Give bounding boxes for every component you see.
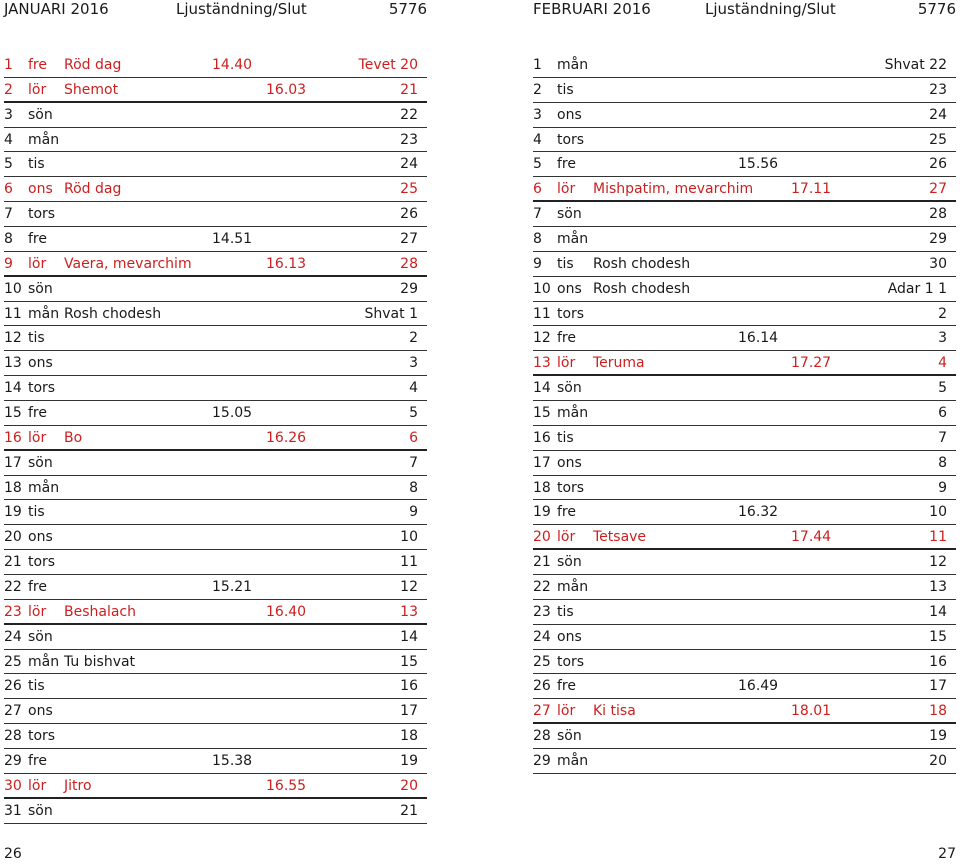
- event-name: Teruma: [593, 355, 645, 372]
- hebrew-date: Shvat 22: [884, 57, 947, 73]
- day-row: [533, 351, 956, 376]
- hebrew-date: 28: [929, 206, 947, 223]
- weekday: tors: [557, 131, 585, 148]
- day-number: 13: [533, 355, 551, 372]
- hebrew-date: 8: [409, 479, 418, 496]
- hebrew-date: 21: [400, 802, 418, 819]
- hebrew-date: 28: [400, 255, 418, 272]
- hebrew-date: 9: [938, 479, 947, 496]
- weekday: fre: [557, 156, 576, 173]
- day-row: [533, 451, 956, 476]
- weekday: sön: [557, 728, 582, 745]
- hebrew-date: 4: [938, 355, 947, 372]
- day-row: [533, 326, 956, 351]
- day-number: 7: [533, 206, 542, 223]
- weekday: lör: [28, 603, 47, 620]
- day-row: [4, 451, 427, 476]
- day-row: [4, 376, 427, 401]
- weekday: ons: [28, 529, 53, 546]
- day-number: 15: [533, 405, 551, 422]
- day-number: 22: [533, 579, 551, 596]
- hebrew-date: 5: [938, 380, 947, 397]
- day-row: [4, 749, 427, 774]
- weekday: ons: [557, 280, 582, 297]
- event-name: Beshalach: [64, 603, 137, 620]
- day-number: 12: [533, 330, 551, 347]
- day-number: 15: [4, 405, 22, 422]
- hebrew-date: 20: [400, 777, 418, 794]
- hebrew-date: 5: [409, 405, 418, 422]
- weekday: mån: [557, 57, 589, 73]
- day-row: [4, 351, 427, 376]
- event-name: Ki tisa: [593, 703, 636, 720]
- weekday: fre: [28, 405, 47, 422]
- weekday: sön: [28, 802, 53, 819]
- weekday: lör: [557, 703, 576, 720]
- day-number: 31: [4, 802, 22, 819]
- february-day-list: [533, 53, 956, 774]
- day-row: [533, 53, 956, 78]
- day-row: [4, 152, 427, 177]
- hebrew-date: 11: [400, 554, 418, 571]
- weekday: ons: [557, 628, 582, 645]
- day-number: 18: [533, 479, 551, 496]
- day-number: 25: [4, 653, 22, 670]
- weekday: tors: [557, 479, 585, 496]
- day-row: [4, 625, 427, 650]
- hebrew-date: 30: [929, 255, 947, 272]
- day-number: 4: [533, 131, 542, 148]
- weekday: ons: [28, 181, 53, 198]
- day-number: 9: [4, 255, 13, 272]
- day-number: 11: [4, 305, 22, 322]
- weekday: mån: [28, 479, 60, 496]
- hebrew-date: 18: [400, 728, 418, 745]
- weekday: tors: [28, 206, 56, 223]
- weekday: sön: [28, 628, 53, 645]
- day-number: 27: [4, 703, 22, 720]
- day-number: 23: [4, 603, 22, 620]
- day-row: [533, 699, 956, 724]
- weekday: mån: [557, 231, 589, 248]
- hebrew-date: 27: [929, 181, 947, 198]
- day-row: [533, 376, 956, 401]
- event-name: Rosh chodesh: [593, 255, 691, 272]
- hebrew-date: 7: [409, 454, 418, 471]
- event-name: Bo: [64, 429, 83, 446]
- day-row: [4, 53, 427, 78]
- hebrew-date: 23: [400, 131, 418, 148]
- hebrew-date: 9: [409, 504, 418, 521]
- hebrew-date: Shvat 1: [364, 305, 418, 322]
- day-number: 12: [4, 330, 22, 347]
- day-row: [4, 252, 427, 277]
- hebrew-date: 17: [929, 678, 947, 695]
- day-number: 21: [533, 554, 551, 571]
- day-row: [533, 78, 956, 103]
- weekday: mån: [557, 753, 589, 770]
- shabbat-end-time: 17.11: [791, 181, 832, 198]
- day-row: [533, 476, 956, 501]
- weekday: sön: [28, 454, 53, 471]
- hebrew-date: 12: [929, 554, 947, 571]
- weekday: fre: [557, 504, 576, 521]
- day-number: 2: [4, 81, 13, 98]
- weekday: lör: [557, 529, 576, 546]
- shabbat-end-time: 16.40: [266, 603, 307, 620]
- day-number: 13: [4, 355, 22, 372]
- hebrew-date: 16: [929, 653, 947, 670]
- day-number: 4: [4, 131, 13, 148]
- weekday: tors: [28, 380, 56, 397]
- day-number: 8: [4, 231, 13, 248]
- weekday: lör: [28, 255, 47, 272]
- hebrew-date: 6: [938, 405, 947, 422]
- day-row: [4, 550, 427, 575]
- hebrew-date: 26: [929, 156, 947, 173]
- hebrew-date: 14: [400, 628, 418, 645]
- day-number: 20: [533, 529, 551, 546]
- event-name: Rosh chodesh: [593, 280, 691, 297]
- month-title: FEBRUARI 2016: [533, 0, 651, 18]
- event-name: Tu bishvat: [64, 653, 136, 670]
- event-name: Röd dag: [64, 181, 122, 198]
- weekday: sön: [28, 280, 53, 297]
- event-name: Röd dag: [64, 57, 122, 73]
- event-name: Tetsave: [593, 529, 647, 546]
- hebrew-date: Adar 1 1: [887, 280, 947, 297]
- day-row: [533, 625, 956, 650]
- day-row: [533, 600, 956, 625]
- weekday: mån: [28, 131, 60, 148]
- day-number: 29: [4, 753, 22, 770]
- day-number: 10: [4, 280, 22, 297]
- day-number: 25: [533, 653, 551, 670]
- weekday: sön: [28, 106, 53, 123]
- day-number: 29: [533, 753, 551, 770]
- february-header: [533, 0, 956, 22]
- weekday: fre: [28, 753, 47, 770]
- page-number-right: 27: [938, 846, 956, 862]
- weekday: lör: [28, 81, 47, 98]
- day-row: [4, 476, 427, 501]
- day-number: 28: [4, 728, 22, 745]
- day-row: [533, 302, 956, 327]
- hebrew-date: 21: [400, 81, 418, 98]
- hebrew-date: 19: [400, 753, 418, 770]
- weekday: ons: [557, 106, 582, 123]
- candle-lighting-time: 14.51: [212, 231, 253, 248]
- weekday: ons: [28, 355, 53, 372]
- weekday: mån: [28, 653, 60, 670]
- hebrew-date: 23: [929, 81, 947, 98]
- day-row: [533, 177, 956, 202]
- hebrew-date: 20: [929, 753, 947, 770]
- hebrew-date: 19: [929, 728, 947, 745]
- hebrew-date: 7: [938, 429, 947, 446]
- hebrew-date: Tevet 20: [358, 57, 418, 73]
- hebrew-date: 27: [400, 231, 418, 248]
- day-row: [4, 78, 427, 103]
- day-row: [4, 699, 427, 724]
- day-number: 5: [4, 156, 13, 173]
- day-number: 16: [4, 429, 22, 446]
- weekday: lör: [28, 429, 47, 446]
- day-number: 26: [4, 678, 22, 695]
- day-row: [533, 550, 956, 575]
- day-number: 14: [4, 380, 22, 397]
- weekday: lör: [557, 355, 576, 372]
- day-number: 23: [533, 603, 551, 620]
- shabbat-end-time: 17.27: [791, 355, 832, 372]
- candle-lighting-time: 14.40: [212, 57, 253, 73]
- hebrew-date: 11: [929, 529, 947, 546]
- day-number: 19: [4, 504, 22, 521]
- day-number: 3: [533, 106, 542, 123]
- day-row: [533, 401, 956, 426]
- day-number: 26: [533, 678, 551, 695]
- day-number: 30: [4, 777, 22, 794]
- hebrew-date: 17: [400, 703, 418, 720]
- day-row: [4, 302, 427, 327]
- day-row: [4, 326, 427, 351]
- weekday: mån: [557, 579, 589, 596]
- day-number: 24: [533, 628, 551, 645]
- shabbat-end-time: 16.55: [266, 777, 307, 794]
- hebrew-date: 24: [929, 106, 947, 123]
- day-number: 19: [533, 504, 551, 521]
- candle-lighting-time: 15.05: [212, 405, 253, 422]
- candle-lighting-time: 16.14: [738, 330, 779, 347]
- day-row: [533, 650, 956, 675]
- day-row: [4, 426, 427, 451]
- hebrew-date: 22: [400, 106, 418, 123]
- hebrew-date: 15: [400, 653, 418, 670]
- event-name: Rosh chodesh: [64, 305, 162, 322]
- day-number: 6: [533, 181, 542, 198]
- day-number: 21: [4, 554, 22, 571]
- day-row: [4, 500, 427, 525]
- day-number: 18: [4, 479, 22, 496]
- day-row: [4, 600, 427, 625]
- candle-lighting-time: 15.21: [212, 579, 253, 596]
- february-page: [533, 0, 956, 770]
- day-row: [4, 277, 427, 302]
- hebrew-date: 25: [929, 131, 947, 148]
- day-row: [533, 227, 956, 252]
- day-number: 7: [4, 206, 13, 223]
- hebrew-date: 24: [400, 156, 418, 173]
- day-row: [4, 575, 427, 600]
- hebrew-date: 15: [929, 628, 947, 645]
- weekday: sön: [557, 380, 582, 397]
- day-number: 24: [4, 628, 22, 645]
- weekday: lör: [557, 181, 576, 198]
- hebrew-date: 2: [938, 305, 947, 322]
- day-row: [4, 227, 427, 252]
- weekday: tis: [28, 156, 45, 173]
- weekday: ons: [28, 703, 53, 720]
- weekday: sön: [557, 206, 582, 223]
- weekday: fre: [557, 678, 576, 695]
- day-row: [4, 128, 427, 153]
- day-number: 2: [533, 81, 542, 98]
- candle-lighting-time: 15.56: [738, 156, 779, 173]
- day-number: 22: [4, 579, 22, 596]
- weekday: fre: [28, 231, 47, 248]
- day-number: 8: [533, 231, 542, 248]
- weekday: fre: [557, 330, 576, 347]
- candle-lighting-time: 15.38: [212, 753, 253, 770]
- hebrew-date: 29: [400, 280, 418, 297]
- day-number: 1: [533, 57, 542, 73]
- january-page: [4, 0, 427, 819]
- day-number: 11: [533, 305, 551, 322]
- shabbat-end-time: 17.44: [791, 529, 832, 546]
- day-row: [533, 674, 956, 699]
- event-name: Jitro: [64, 777, 92, 794]
- day-row: [4, 525, 427, 550]
- weekday: tis: [28, 678, 45, 695]
- weekday: fre: [28, 579, 47, 596]
- january-day-list: [4, 53, 427, 824]
- day-row: [4, 177, 427, 202]
- candle-lighting-time: 16.32: [738, 504, 779, 521]
- hebrew-date: 6: [409, 429, 418, 446]
- day-number: 1: [4, 57, 13, 73]
- weekday: tors: [28, 728, 56, 745]
- shabbat-end-time: 16.13: [266, 255, 307, 272]
- day-row: [533, 152, 956, 177]
- hebrew-date: 10: [400, 529, 418, 546]
- day-row: [533, 749, 956, 774]
- day-row: [533, 103, 956, 128]
- day-number: 5: [533, 156, 542, 173]
- hebrew-date: 26: [400, 206, 418, 223]
- day-row: [533, 525, 956, 550]
- hebrew-date: 10: [929, 504, 947, 521]
- day-row: [4, 674, 427, 699]
- weekday: tis: [28, 330, 45, 347]
- day-row: [4, 774, 427, 799]
- hebrew-date: 16: [400, 678, 418, 695]
- weekday: tis: [557, 81, 574, 98]
- column-label: Ljuständning/Slut: [176, 0, 307, 18]
- weekday: tis: [28, 504, 45, 521]
- shabbat-end-time: 16.03: [266, 81, 307, 98]
- january-header: [4, 0, 427, 22]
- event-name: Vaera, mevarchim: [64, 255, 192, 272]
- hebrew-date: 29: [929, 231, 947, 248]
- hebrew-date: 3: [938, 330, 947, 347]
- day-row: [4, 401, 427, 426]
- hebrew-date: 18: [929, 703, 947, 720]
- hebrew-year: 5776: [388, 0, 427, 18]
- day-row: [4, 650, 427, 675]
- weekday: tors: [557, 305, 585, 322]
- weekday: mån: [557, 405, 589, 422]
- day-number: 17: [533, 454, 551, 471]
- month-title: JANUARI 2016: [4, 0, 109, 18]
- weekday: fre: [28, 57, 47, 73]
- day-number: 3: [4, 106, 13, 123]
- hebrew-year: 5776: [917, 0, 956, 18]
- day-row: [533, 575, 956, 600]
- day-row: [533, 277, 956, 302]
- day-row: [533, 202, 956, 227]
- weekday: tors: [557, 653, 585, 670]
- hebrew-date: 13: [400, 603, 418, 620]
- day-number: 14: [533, 380, 551, 397]
- day-row: [4, 724, 427, 749]
- day-number: 20: [4, 529, 22, 546]
- day-row: [4, 202, 427, 227]
- column-label: Ljuständning/Slut: [705, 0, 836, 18]
- day-number: 28: [533, 728, 551, 745]
- day-number: 6: [4, 181, 13, 198]
- weekday: tors: [28, 554, 56, 571]
- weekday: sön: [557, 554, 582, 571]
- weekday: lör: [28, 777, 47, 794]
- day-number: 9: [533, 255, 542, 272]
- hebrew-date: 8: [938, 454, 947, 471]
- hebrew-date: 12: [400, 579, 418, 596]
- hebrew-date: 4: [409, 380, 418, 397]
- page-number-left: 26: [4, 846, 22, 862]
- weekday: mån: [28, 305, 60, 322]
- event-name: Shemot: [64, 81, 119, 98]
- weekday: tis: [557, 603, 574, 620]
- weekday: ons: [557, 454, 582, 471]
- day-row: [4, 799, 427, 824]
- hebrew-date: 13: [929, 579, 947, 596]
- hebrew-date: 2: [409, 330, 418, 347]
- day-row: [533, 128, 956, 153]
- hebrew-date: 3: [409, 355, 418, 372]
- day-number: 16: [533, 429, 551, 446]
- day-number: 27: [533, 703, 551, 720]
- event-name: Mishpatim, mevarchim: [593, 181, 754, 198]
- hebrew-date: 14: [929, 603, 947, 620]
- hebrew-date: 25: [400, 181, 418, 198]
- day-row: [533, 724, 956, 749]
- day-number: 10: [533, 280, 551, 297]
- day-row: [533, 252, 956, 277]
- weekday: tis: [557, 429, 574, 446]
- day-number: 17: [4, 454, 22, 471]
- candle-lighting-time: 16.49: [738, 678, 779, 695]
- shabbat-end-time: 18.01: [791, 703, 832, 720]
- day-row: [4, 103, 427, 128]
- shabbat-end-time: 16.26: [266, 429, 307, 446]
- weekday: tis: [557, 255, 574, 272]
- day-row: [533, 500, 956, 525]
- day-row: [533, 426, 956, 451]
